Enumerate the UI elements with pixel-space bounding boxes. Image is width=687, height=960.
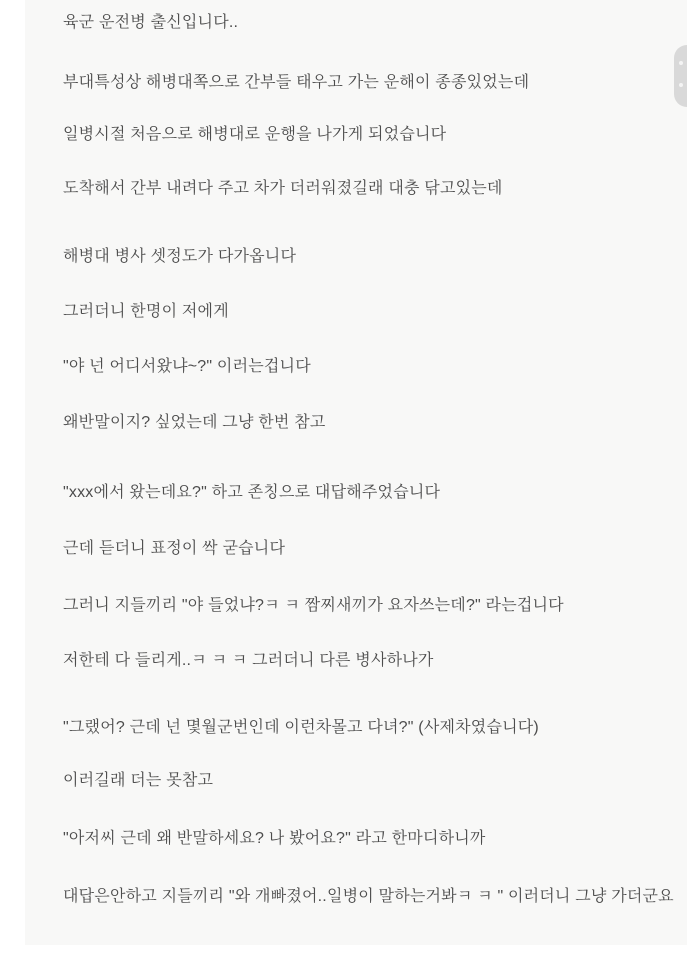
post-line: 근데 듣더니 표정이 싹 굳습니다 bbox=[63, 540, 286, 557]
post-line: "xxx에서 왔는데요?" 하고 존칭으로 대답해주었습니다 bbox=[63, 484, 441, 501]
post-line: 왜반말이지? 싶었는데 그냥 한번 참고 bbox=[63, 414, 326, 431]
post-line: "아저씨 근데 왜 반말하세요? 나 봤어요?" 라고 한마디하니까 bbox=[63, 830, 486, 847]
post-line: 대답은안하고 지들끼리 "와 개빠졌어..일병이 말하는거봐ㅋ ㅋ " 이러더니 그냥 가더군요 bbox=[63, 888, 674, 905]
post-line: 일병시절 처음으로 해병대로 운행을 나가게 되었습니다 bbox=[63, 126, 447, 143]
post-line: 그러더니 한명이 저에게 bbox=[63, 303, 229, 320]
post-line: "그랬어? 근데 넌 몇월군번인데 이런차몰고 다녀?" (사제차였습니다) bbox=[63, 719, 539, 736]
widget-dot-icon bbox=[679, 83, 683, 87]
post-line: "야 넌 어디서왔냐~?" 이러는겁니다 bbox=[63, 358, 311, 375]
floating-side-button[interactable] bbox=[674, 45, 687, 107]
post-line: 부대특성상 해병대쪽으로 간부들 태우고 가는 운해이 종종있었는데 bbox=[63, 74, 530, 91]
bottom-margin bbox=[0, 945, 687, 960]
post-line: 도착해서 간부 내려다 주고 차가 더러워졌길래 대충 닦고있는데 bbox=[63, 180, 503, 197]
post-line: 저한테 다 들리게..ㅋ ㅋ ㅋ 그러더니 다른 병사하나가 bbox=[63, 652, 434, 669]
widget-dot-icon bbox=[679, 61, 683, 65]
post-line: 육군 운전병 출신입니다.. bbox=[63, 14, 239, 31]
post-content-panel bbox=[25, 0, 687, 945]
post-line: 그러니 지들끼리 "야 들었냐?ㅋ ㅋ 짬찌새끼가 요자쓰는데?" 라는겁니다 bbox=[63, 597, 564, 614]
post-line: 이러길래 더는 못참고 bbox=[63, 772, 214, 789]
post-line: 해병대 병사 셋정도가 다가옵니다 bbox=[63, 248, 297, 265]
